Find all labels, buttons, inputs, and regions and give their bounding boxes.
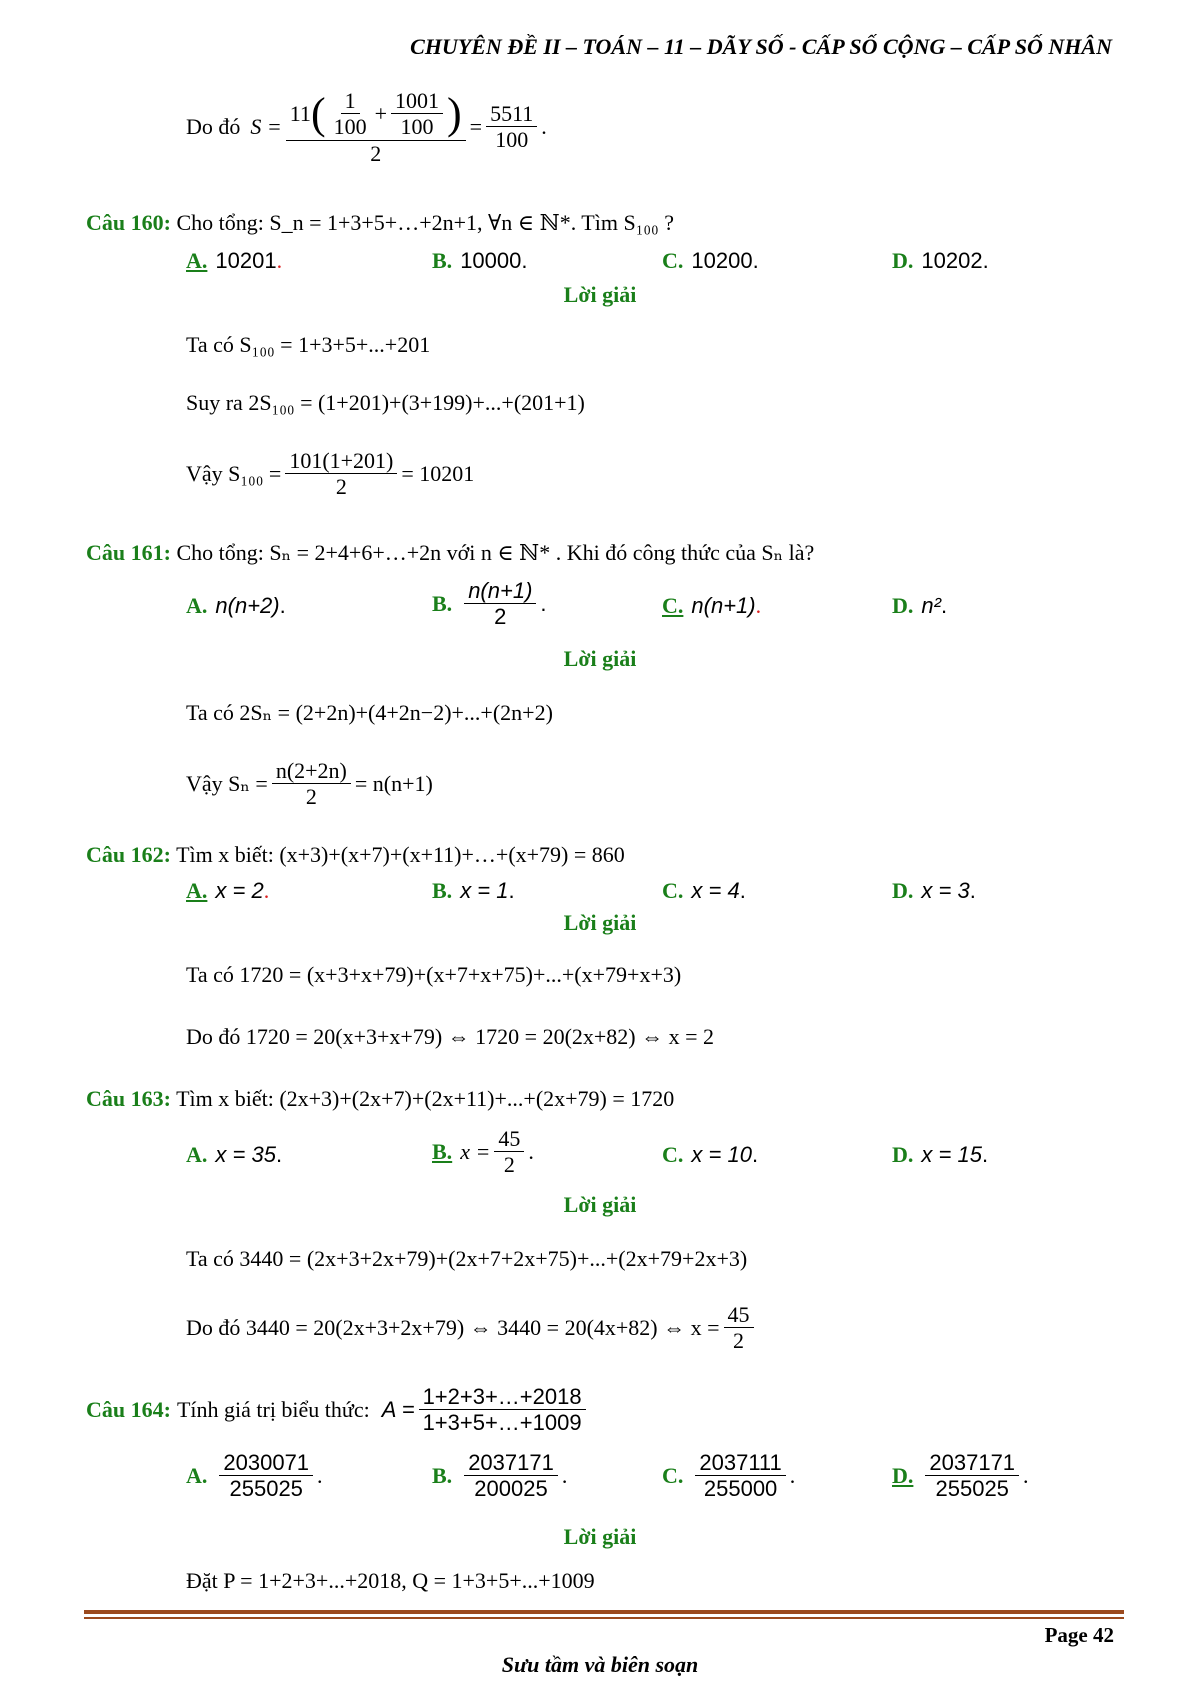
page-number: Page 42 [1044,1623,1114,1647]
q161-option-b[interactable]: B. $\frac{n(n+1)}{2}$ . [432,578,547,630]
q163-option-b[interactable]: B. x = $\frac{45}{2}$ . [432,1126,534,1178]
q160-option-a[interactable]: A. 10201 . [186,248,283,273]
q160-sol-2: Suy ra 2S₁₀₀ = (1+201)+(3+199)+...+(201+1) [186,390,585,415]
q160-label: Câu 160: [86,210,171,235]
footer-rule-thick [84,1610,1124,1614]
q164-option-a[interactable]: A. $\frac{2030071}{255025}$ . [186,1450,323,1502]
q160-text: Cho tổng: S_n = 1+3+5+…+2n+1, ∀n ∈ ℕ*. Tìm S₁₀₀ ? [176,210,674,235]
intro-formula: Do đó S = 11 ( $\frac{1}{100}$ + $\frac{1001}{100}$ ) 2 = $\frac{5511}{100}$ . [186,88,547,166]
q162-stem [86,842,625,868]
q160-sol-1: Ta có S₁₀₀ = 1+3+5+...+201 [186,332,431,357]
page-header-title: CHUYÊN ĐỀ II – TOÁN – 11 – DÃY SỐ - CẤP SỐ CỘNG – CẤP SỐ NHÂN [410,34,1112,59]
q163-label: Câu 163: [86,1086,171,1111]
q164-solution-heading: Lời giải [563,1524,637,1549]
q162-text: Tìm x biết: (x+3)+(x+7)+(x+11)+…+(x+79) = 860 [176,842,625,867]
q163-solution-heading: Lời giải [563,1192,637,1217]
q161-sol-1: Ta có 2Sₙ = (2+2n)+(4+2n−2)+...+(2n+2) [186,700,553,725]
q163-option-a[interactable]: A. x = 35 . [186,1142,283,1167]
q162-label: Câu 162: [86,842,171,867]
q160-sol-3: Vậy S₁₀₀ = $\frac{101(1+201)}{2}$ = 10201 [186,448,475,500]
intro-prefix: Do đó [186,113,241,139]
q161-text: Cho tổng: Sₙ = 2+4+6+…+2n với n ∈ ℕ* . Khi đó công thức của Sₙ là? [176,540,815,565]
q162-option-a[interactable]: A. x = 2 . [186,878,270,903]
q161-option-a[interactable]: A. n(n+2) . [186,593,286,618]
q160-option-b[interactable]: B. 10000 . [432,248,528,273]
q160-option-c[interactable]: C. 10200 . [662,248,759,273]
q162-option-d[interactable]: D. x = 3 . [892,878,976,903]
q162-option-b[interactable]: B. x = 1 . [432,878,515,903]
q164-option-c[interactable]: C. $\frac{2037111}{255000}$ . [662,1450,796,1502]
q163-stem [86,1086,674,1112]
q164-stem: Câu 164: Tính giá trị biểu thức: A = $\frac{1+2+3+\dots+2018}{1+3+5+\dots+1009}$ [86,1384,590,1436]
footer-credit: Sưu tầm và biên soạn [501,1652,699,1677]
intro-frac-a: $\frac{1}{100}$ [333,88,367,140]
intro-result-fraction: $\frac{5511}{100}$ [486,101,537,153]
q164-text: Tính giá trị biểu thức: [176,1396,370,1422]
q164-sol-1: Đặt P = 1+2+3+...+2018, Q = 1+3+5+...+1009 [186,1568,595,1593]
q160-option-d[interactable]: D. 10202 . [892,248,989,273]
q162-solution-heading: Lời giải [563,910,637,935]
q162-sol-1: Ta có 1720 = (x+3+x+79)+(x+7+x+75)+...+(x+79+x+3) [186,962,682,987]
q163-option-c[interactable]: C. x = 10 . [662,1142,759,1167]
q161-option-c[interactable]: C. n(n+1) . [662,593,762,618]
q161-sol-2: Vậy Sₙ = $\frac{n(2+2n)}{2}$ = n(n+1) [186,758,433,810]
q161-solution-heading: Lời giải [563,646,637,671]
q164-option-d[interactable]: D. $\frac{2037171}{255025}$ . [892,1450,1029,1502]
q161-stem [86,540,814,566]
q160-stem [86,210,674,236]
q163-text: Tìm x biết: (2x+3)+(2x+7)+(2x+11)+...+(2x+79) = 1720 [176,1086,675,1111]
q161-option-d[interactable]: D. n² . [892,593,948,618]
q163-sol-1: Ta có 3440 = (2x+3+2x+79)+(2x+7+2x+75)+...+(2x+79+2x+3) [186,1246,748,1271]
q161-label: Câu 161: [86,540,171,565]
intro-frac-b: $\frac{1001}{100}$ [391,88,443,140]
q163-sol-2: Do đó 3440 = 20(2x+3+2x+79) ⇔ 3440 = 20(4x+82) ⇔ x = $\frac{45}{2}$ [186,1302,758,1354]
q164-label: Câu 164: [86,1396,171,1422]
q162-sol-2: Do đó 1720 = 20(x+3+x+79) ⇔ 1720 = 20(2x+82) ⇔ x = 2 [186,1024,715,1049]
q163-option-d[interactable]: D. x = 15 . [892,1142,989,1167]
intro-expr-left: S = [250,113,282,139]
intro-coef: 11 [289,101,311,127]
q162-option-c[interactable]: C. x = 4 . [662,878,746,903]
intro-big-fraction: 11 ( $\frac{1}{100}$ + $\frac{1001}{100}$ ) 2 [286,88,466,166]
footer-rule-thin [84,1617,1124,1619]
q160-solution-heading: Lời giải [563,282,637,307]
q164-option-b[interactable]: B. $\frac{2037171}{200025}$ . [432,1450,568,1502]
